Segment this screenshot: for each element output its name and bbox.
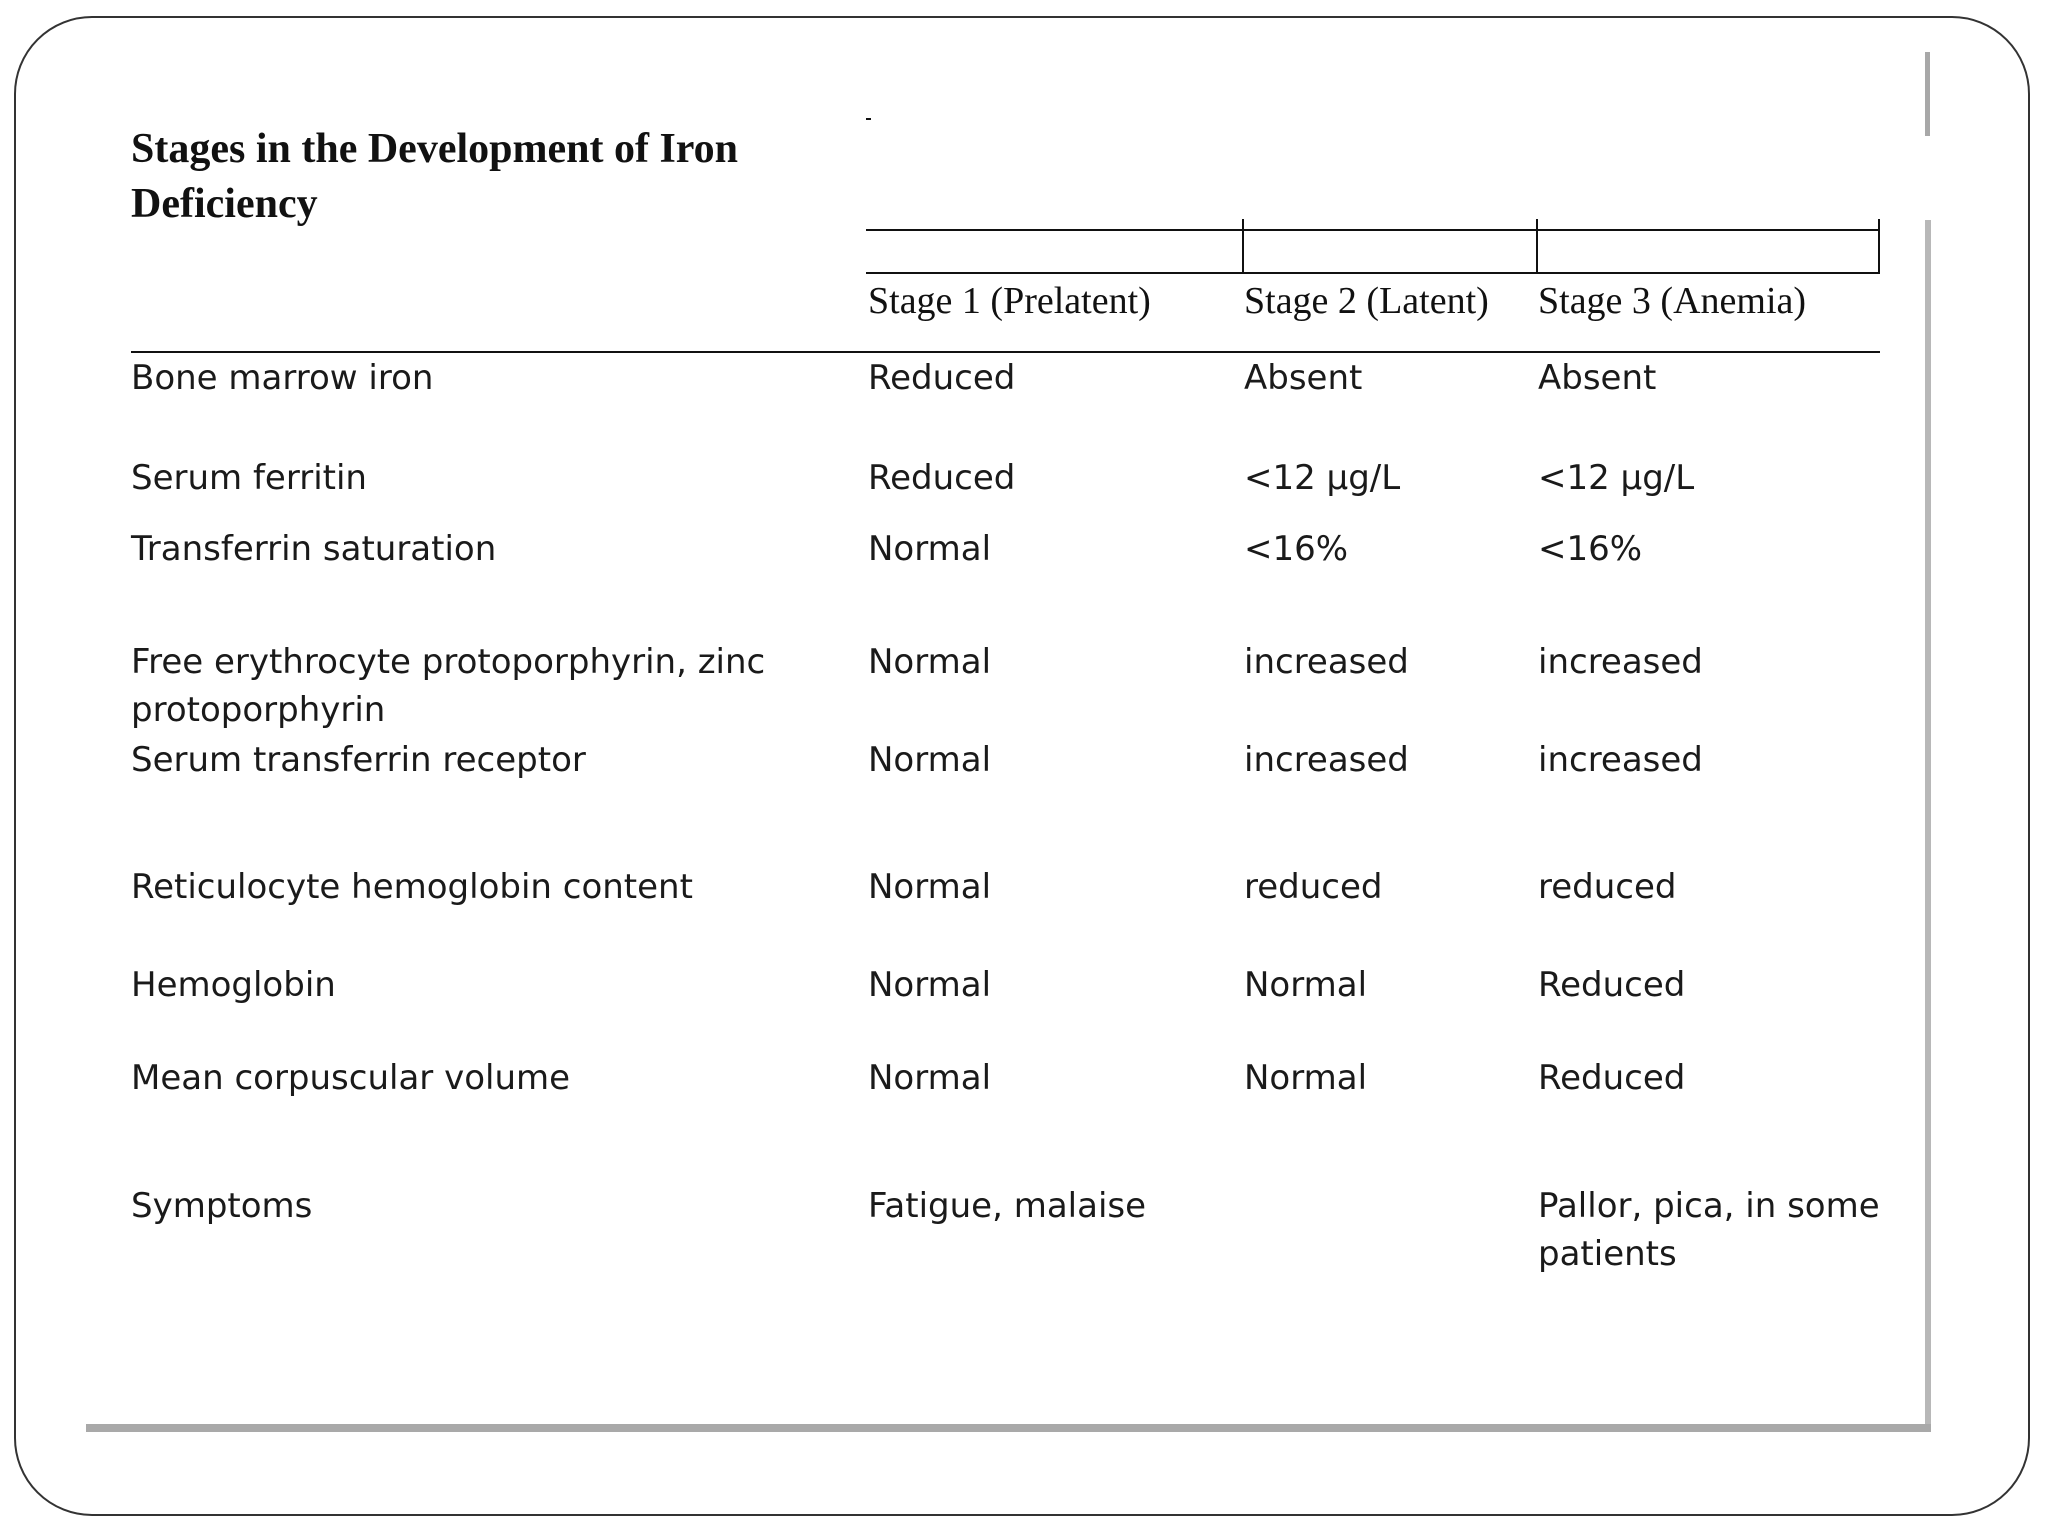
stage-2-value: reduced (1244, 867, 1383, 907)
stage-3-value: Absent (1538, 358, 1657, 398)
stage-2-value: increased (1244, 740, 1409, 780)
row-label: Serum transferrin receptor (131, 740, 586, 780)
header-line-bottom (866, 272, 1880, 274)
row-label: Mean corpuscular volume (131, 1058, 571, 1098)
column-header-stage-2: Stage 2 (Latent) (1244, 280, 1489, 322)
table-title: Stages in the Development of Iron Deficiency (131, 126, 739, 227)
stage-2-value: <16% (1244, 529, 1349, 569)
row-label: Free erythrocyte protoporphyrin, zinc protoporphyrin (131, 642, 766, 730)
stage-3-value: Pallor, pica, in some patients (1538, 1186, 1880, 1274)
row-label: Transferrin saturation (131, 529, 497, 569)
stage-2-value: Normal (1244, 965, 1368, 1005)
column-header-stage-1: Stage 1 (Prelatent) (868, 280, 1151, 322)
stage-1-value: Normal (868, 1058, 992, 1098)
header-line-top (866, 229, 1880, 231)
table-header-rule (131, 351, 1880, 353)
stage-3-value: increased (1538, 740, 1703, 780)
header-divider-1 (1242, 219, 1244, 274)
document-edge-top (1925, 52, 1930, 136)
stage-2-value: <12 µg/L (1244, 458, 1401, 498)
row-label: Symptoms (131, 1186, 313, 1226)
stage-3-value: Reduced (1538, 965, 1686, 1005)
stage-3-value: <16% (1538, 529, 1643, 569)
row-label: Bone marrow iron (131, 358, 434, 398)
stage-1-value: Reduced (868, 358, 1016, 398)
header-divider-2 (1536, 219, 1538, 274)
row-label: Serum ferritin (131, 458, 367, 498)
column-header-stage-3: Stage 3 (Anemia) (1538, 280, 1807, 322)
stage-3-value: reduced (1538, 867, 1677, 907)
stage-1-value: Normal (868, 529, 992, 569)
stage-3-value: <12 µg/L (1538, 458, 1695, 498)
stage-2-value: Absent (1244, 358, 1363, 398)
header-divider-3 (1878, 219, 1880, 274)
document-edge-bottom (86, 1424, 1931, 1432)
row-label: Hemoglobin (131, 965, 336, 1005)
stage-1-value: Normal (868, 867, 992, 907)
row-label: Reticulocyte hemoglobin content (131, 867, 693, 907)
document-edge-right (1925, 220, 1931, 1432)
stray-mark (866, 118, 871, 120)
stage-3-value: increased (1538, 642, 1703, 682)
stage-2-value: Normal (1244, 1058, 1368, 1098)
stage-1-value: Normal (868, 965, 992, 1005)
stage-1-value: Reduced (868, 458, 1016, 498)
stage-1-value: Fatigue, malaise (868, 1186, 1147, 1226)
stage-3-value: Reduced (1538, 1058, 1686, 1098)
stage-1-value: Normal (868, 642, 992, 682)
stage-1-value: Normal (868, 740, 992, 780)
stage-2-value: increased (1244, 642, 1409, 682)
